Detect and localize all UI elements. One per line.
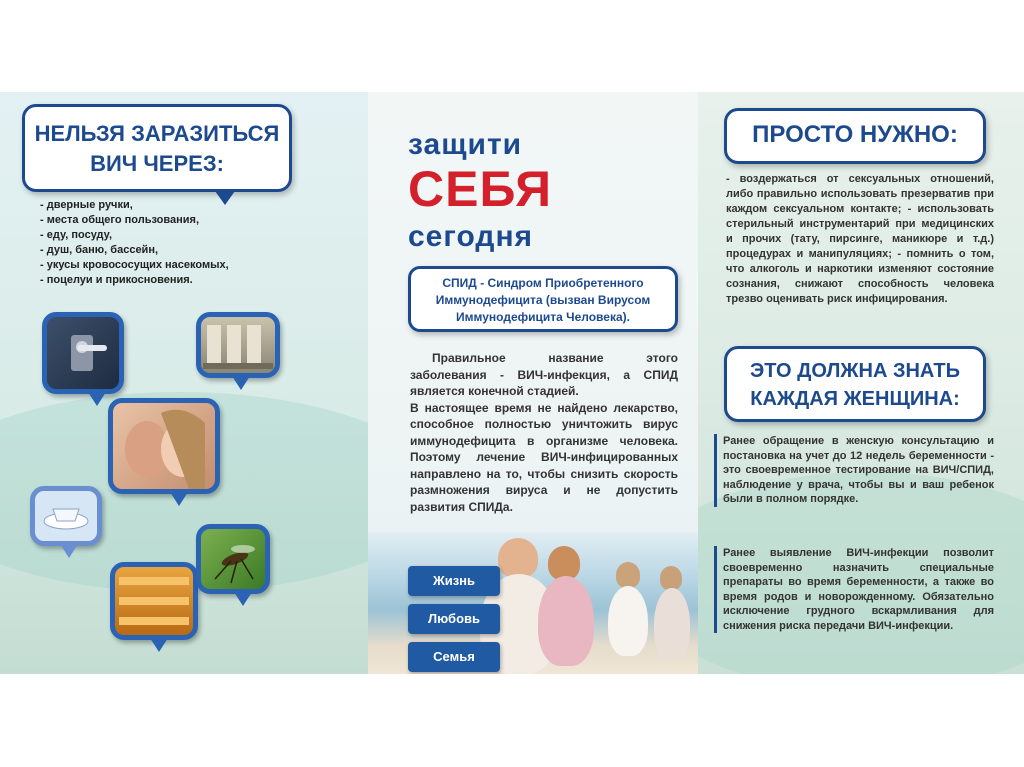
- sauna-icon: [115, 567, 193, 635]
- title-protect: защити: [408, 128, 523, 161]
- sauna-photo: [110, 562, 198, 640]
- dishes-photo: [30, 486, 102, 546]
- just-need-heading: ПРОСТО НУЖНО:: [752, 121, 958, 148]
- title-yourself: СЕБЯ: [408, 161, 553, 217]
- person-head: [498, 538, 538, 578]
- teacup-icon: [35, 491, 97, 541]
- door-handle-photo: [42, 312, 124, 394]
- couple-icon: [113, 403, 215, 489]
- door-handle-icon: [47, 317, 119, 389]
- restroom-icon: [201, 317, 275, 373]
- person-head: [660, 566, 682, 590]
- bubble-tail: [150, 638, 168, 652]
- kiss-photo: [108, 398, 220, 494]
- life-button[interactable]: Жизнь: [408, 566, 500, 596]
- early-detection-text: Ранее выявление ВИЧ-инфекции позволит своевременно назначить специальные препараты во время беременности, а также во время родов и новорожденному. Обязательно исключение грудного вскармливания для снижения риска передачи ВИЧ-инфекции.: [714, 546, 994, 633]
- restroom-photo: [196, 312, 280, 378]
- bubble-tail: [88, 392, 106, 406]
- list-item: - поцелуи и прикосновения.: [40, 274, 193, 286]
- list-item: - укусы кровососущих насекомых,: [40, 259, 229, 271]
- paragraph: Правильное название этого заболевания - ВИЧ-инфекция, а СПИД является конечной стадией.: [410, 351, 678, 398]
- bubble-tail: [234, 592, 252, 606]
- love-button[interactable]: Любовь: [408, 604, 500, 634]
- family-button[interactable]: Семья: [408, 642, 500, 672]
- list-item: - дверные ручки,: [40, 199, 133, 211]
- person-body: [654, 588, 690, 660]
- women-heading: ЭТО ДОЛЖНА ЗНАТЬ КАЖДАЯ ЖЕНЩИНА:: [750, 360, 960, 410]
- non-transmission-list: [40, 198, 350, 288]
- early-consultation-text: Ранее обращение в женскую консультацию и постановка на учет до 12 недель беременности - это своевременное тестирование на ВИЧ/СПИД, наблюдение у врача, чтобы вы и ваш ребенок были в полном порядке.: [714, 434, 994, 507]
- right-panel: [698, 92, 1024, 674]
- mosquito-photo: [196, 524, 270, 594]
- middle-body-text: [410, 350, 678, 515]
- bubble-tail: [170, 492, 188, 506]
- left-heading: НЕЛЬЗЯ ЗАРАЗИТЬСЯ ВИЧ ЧЕРЕЗ:: [34, 121, 280, 176]
- paragraph: В настоящее время не найдено лекарство, способное полностью уничтожить вирус иммунодефицита в организме человека. Поэтому лечение ВИЧ-инфицированных направлено на то, чтобы снизить скорость размножения вируса и не допустить развития СПИДа.: [410, 400, 678, 514]
- women-heading-bubble: [724, 346, 986, 422]
- left-panel: [0, 92, 368, 674]
- person-body: [538, 576, 594, 666]
- person-body: [608, 586, 648, 656]
- list-item: - еду, посуду,: [40, 229, 112, 241]
- title-today: сегодня: [408, 220, 534, 253]
- brochure: [0, 92, 1024, 674]
- bubble-tail: [60, 544, 78, 558]
- list-item: - душ, баню, бассейн,: [40, 244, 159, 256]
- mosquito-icon: [201, 529, 265, 589]
- left-heading-bubble: [22, 104, 292, 192]
- aids-definition: СПИД - Синдром Приобретенного Иммунодефицита (вызван Вирусом Иммунодефицита Человека).: [435, 276, 651, 324]
- bubble-tail: [232, 376, 250, 390]
- person-head: [616, 562, 640, 588]
- list-item: - места общего пользования,: [40, 214, 200, 226]
- prevention-text: - воздержаться от сексуальных отношений, либо правильно использовать презерватив при каждом сексуальном контакте; - использовать стерильный инструментарий при медицинских и прочих (тату, пирсинге, маникюре и т.д.) процедурах и манипуляциях; - помнить о том, что алкоголь и наркотики изменяют состояние сознания, снижают способность человека трезво оценивать риск инфицирования.: [726, 173, 994, 305]
- just-need-heading-bubble: [724, 108, 986, 164]
- person-head: [548, 546, 580, 580]
- middle-panel: [368, 92, 698, 674]
- aids-definition-box: [408, 266, 678, 332]
